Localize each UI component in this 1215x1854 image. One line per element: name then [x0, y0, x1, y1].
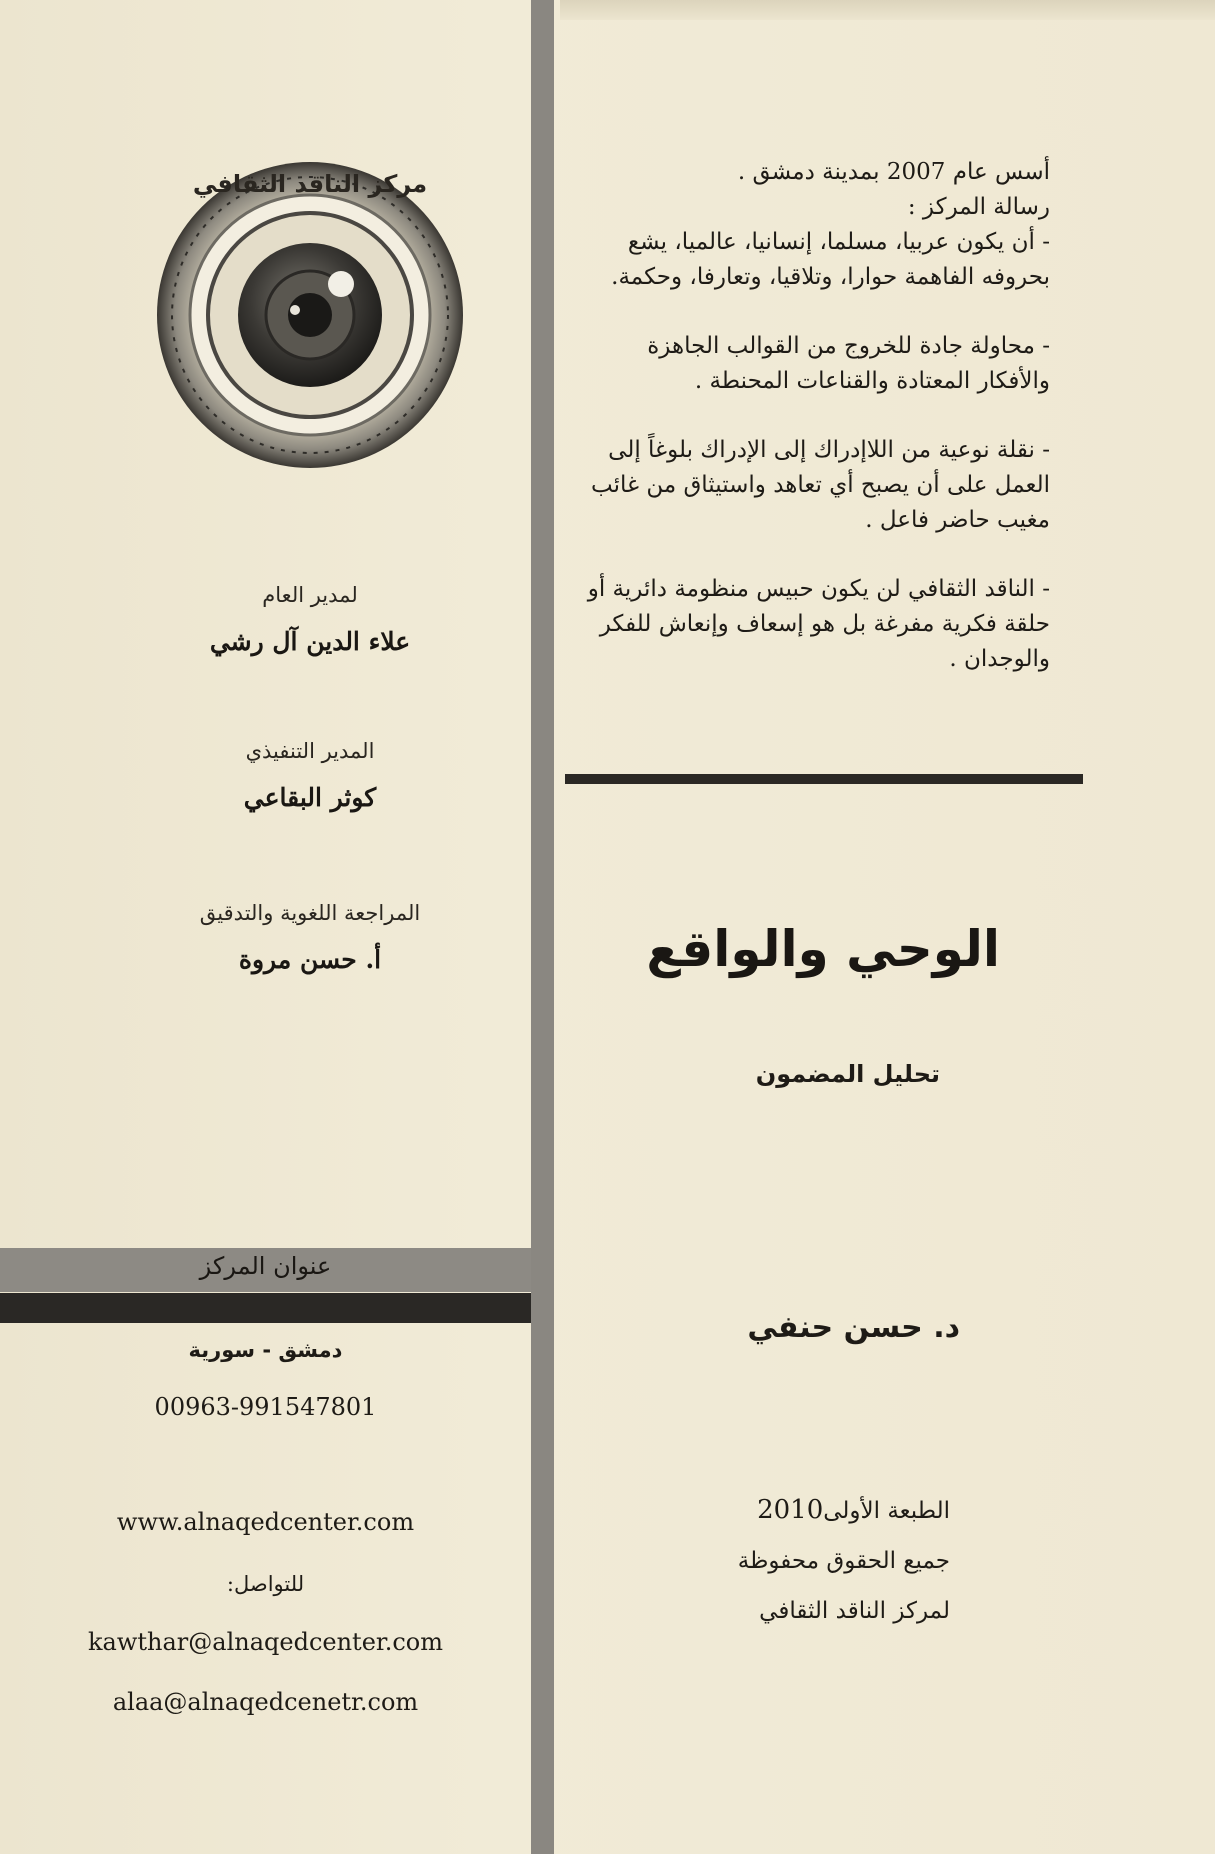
- staff-name: أ. حسن مروة: [238, 945, 382, 974]
- staff-role: لمدير العام: [262, 583, 358, 607]
- staff-general-manager: [180, 580, 440, 660]
- staff-name: علاء الدين آل رشي: [209, 627, 411, 656]
- mission-line: حلقة فكرية مفرغة بل هو إسعاف وإنعاش للفكر: [599, 611, 1050, 637]
- center-divider: [531, 0, 554, 1854]
- address-title: عنوان المركز: [199, 1252, 332, 1280]
- address-city: دمشق - سورية: [188, 1338, 343, 1362]
- section-divider: [565, 774, 1083, 784]
- mission-line: - أن يكون عربيا، مسلما، إنسانيا، عالميا، يشع: [627, 229, 1050, 255]
- mission-point: [575, 433, 1050, 538]
- mission-line: - الناقد الثقافي لن يكون حبيس منظومة دائرية أو: [587, 576, 1050, 602]
- email-link[interactable]: kawthar@alnaqedcenter.com: [87, 1628, 444, 1656]
- mission-line: العمل على أن يصبح أي تعاهد واستيثاق من غائب: [590, 472, 1050, 498]
- mission-point: [575, 572, 1050, 677]
- camera-lens-logo-icon: [155, 160, 465, 470]
- logo-title: مركز الناقد الثقافي: [192, 170, 428, 198]
- edition-label: الطبعة الأولى: [823, 1498, 950, 1524]
- page-fold-shadow: [560, 0, 1215, 20]
- edition-year: 2010: [757, 1495, 824, 1525]
- mission-line: والوجدان .: [949, 646, 1050, 672]
- website-link[interactable]: www.alnaqedcenter.com: [116, 1508, 415, 1536]
- founded-line: أسس عام 2007 بمدينة دمشق .: [737, 159, 1050, 185]
- mission-line: مغيب حاضر فاعل .: [865, 507, 1050, 533]
- contact-label: للتواصل:: [226, 1572, 305, 1596]
- book-subtitle: تحليل المضمون: [755, 1060, 940, 1088]
- left-column: [0, 0, 531, 1854]
- phone-number: 00963-991547801: [154, 1393, 377, 1421]
- staff-proofreader: [180, 898, 440, 978]
- address-band-dark: [0, 1293, 531, 1323]
- author-name: د. حسن حنفي: [747, 1310, 960, 1345]
- mission-line: - محاولة جادة للخروج من القوالب الجاهزة: [647, 333, 1050, 359]
- edition-line: [640, 1485, 950, 1536]
- book-title: الوحي والواقع: [646, 920, 1000, 978]
- edition-info: [640, 1485, 950, 1636]
- rights-line: جميع الحقوق محفوظة: [737, 1548, 950, 1574]
- mission-line: - نقلة نوعية من اللاإدراك إلى الإدراك بلوغاً إلى: [608, 437, 1050, 463]
- mission-point: [575, 329, 1050, 399]
- staff-role: المدير التنفيذي: [245, 739, 375, 763]
- center-logo: [155, 160, 465, 470]
- staff-executive-manager: [180, 736, 440, 816]
- staff-name: كوثر البقاعي: [243, 783, 377, 812]
- center-mission-text: [575, 155, 1050, 677]
- mission-line: والأفكار المعتادة والقناعات المحنطة .: [694, 368, 1050, 394]
- staff-role: المراجعة اللغوية والتدقيق: [199, 901, 421, 925]
- email-link[interactable]: alaa@alnaqedcenetr.com: [112, 1688, 419, 1716]
- mission-heading: رسالة المركز :: [907, 194, 1050, 220]
- mission-line: بحروفه الفاهمة حوارا، وتلاقيا، وتعارفا، وحكمة.: [611, 264, 1050, 290]
- mission-point: [575, 225, 1050, 295]
- publisher-line: لمركز الناقد الثقافي: [759, 1598, 950, 1624]
